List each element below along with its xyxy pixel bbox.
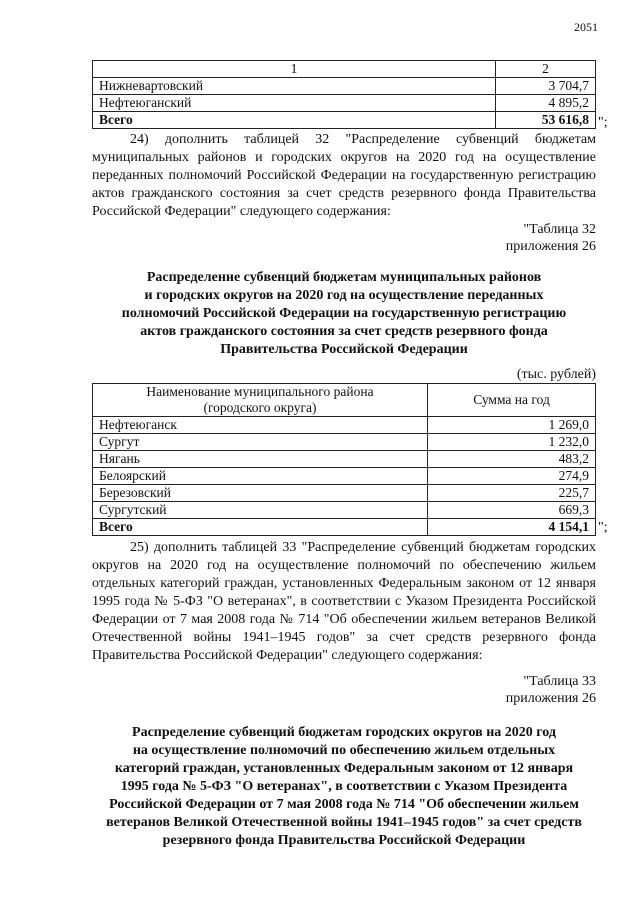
units-label: (тыс. рублей) <box>516 367 596 382</box>
table-label-line: "Таблица 32 <box>523 222 596 237</box>
table-closing-quote: "; <box>598 520 608 535</box>
table-1-block <box>92 60 608 130</box>
title-line: 1995 года № 5-ФЗ "О ветеранах", в соответствии с Указом Президента <box>120 779 568 794</box>
table-row <box>93 485 596 502</box>
title-line: Распределение субвенций бюджетам муниципальных районов <box>146 270 542 285</box>
paragraph-24: 24) дополнить таблицей 32 "Распределение субвенций бюджетам муниципальных районов и городских округов на 2020 год на осуществление переданных полномочий Российской Федерации на государственную регистрацию актов гражданского состояния за счет средств резервного фонда Правительства Российской Федерации" следующего содержания: <box>92 132 596 219</box>
title-line: полномочий Российской Федерации на государственную регистрацию <box>121 306 567 321</box>
title-line: резервного фонда Правительства Российской Федерации <box>162 833 526 848</box>
table-cell-value: 1 232,0 <box>428 434 596 451</box>
table-cell-value: 669,3 <box>428 502 596 519</box>
table-cell-name: Сургутский <box>93 502 428 519</box>
paragraph-25: 25) дополнить таблицей 33 "Распределение субвенций бюджетам городских округов на 2020 год на осуществление полномочий по обеспечению жильем отдельных категорий граждан, установленных Федеральным законом от 12 января 1995 года № 5-ФЗ "О ветеранах", в соответствии с Указом Президента Российской Федерации от 7 мая 2008 года № 714 "Об обеспечении жильем ветеранов Великой Отечественной войны 1941–1945 годов" за счет средств резервного фонда Правительства Российской Федерации" следующего содержания: <box>92 540 596 663</box>
paragraph-24-block <box>92 131 596 221</box>
table-cell-name: Нефтеюганский <box>93 95 496 112</box>
table-row <box>93 417 596 434</box>
table-header-cell: 1 <box>93 61 496 78</box>
table-33-title <box>80 724 608 850</box>
table-33-label <box>92 673 596 707</box>
table-row <box>93 434 596 451</box>
table-cell-name: Нижневартовский <box>93 78 496 95</box>
table-32-label <box>92 221 596 255</box>
table-cell-value: 4 154,1 <box>428 519 596 536</box>
table-cell-name: Нягань <box>93 451 428 468</box>
header-line: Наименование муниципального района <box>146 384 374 399</box>
table-cell-value: 4 895,2 <box>496 95 596 112</box>
table-total-row <box>93 519 596 536</box>
title-line: категорий граждан, установленных Федеральным законом от 12 января <box>114 761 574 776</box>
table-32-title <box>92 269 596 359</box>
table-32-block <box>92 383 608 536</box>
table-row <box>93 451 596 468</box>
table-label-line: приложения 26 <box>505 239 596 254</box>
table-32 <box>92 383 596 536</box>
paragraph-25-block <box>92 539 596 665</box>
title-line: ветеранов Великой Отечественной войны 1941–1945 годов" за счет средств <box>106 815 582 830</box>
table-cell-value: 1 269,0 <box>428 417 596 434</box>
table-cell-name: Сургут <box>93 434 428 451</box>
table-row <box>93 95 596 112</box>
title-line: Распределение субвенций бюджетам городских округов на 2020 год <box>132 725 556 740</box>
table-cell-value: 3 704,7 <box>496 78 596 95</box>
header-line: (городского округа) <box>203 400 317 415</box>
page-number: 2051 <box>574 20 598 34</box>
table-cell-value: 274,9 <box>428 468 596 485</box>
title-line: Правительства Российской Федерации <box>220 342 468 357</box>
table-label-line: "Таблица 33 <box>523 674 596 689</box>
table-cell-value: 225,7 <box>428 485 596 502</box>
title-line: Российской Федерации от 7 мая 2008 года № 714 "Об обеспечении жильем <box>109 797 579 812</box>
table-row <box>93 78 596 95</box>
table-row <box>93 502 596 519</box>
title-line: актов гражданского состояния за счет средств резервного фонда <box>140 324 548 339</box>
title-line: и городских округов на 2020 год на осуществление переданных <box>144 288 544 303</box>
table-closing-quote: "; <box>598 115 608 130</box>
table-header-cell: Сумма на год <box>428 384 596 417</box>
title-line: на осуществление полномочий по обеспечению жильем отдельных <box>132 743 556 758</box>
table-cell-name: Белоярский <box>93 468 428 485</box>
table-label-line: приложения 26 <box>505 691 596 706</box>
table-cell-name: Нефтеюганск <box>93 417 428 434</box>
table-header-row <box>93 384 596 417</box>
table-header-cell: 2 <box>496 61 596 78</box>
table-cell-value: 483,2 <box>428 451 596 468</box>
table-1 <box>92 60 596 129</box>
table-row <box>93 61 596 78</box>
table-total-row <box>93 112 596 129</box>
table-header-cell <box>93 384 428 417</box>
table-cell-name: Всего <box>93 519 428 536</box>
table-cell-value: 53 616,8 <box>496 112 596 129</box>
table-cell-name: Всего <box>93 112 496 129</box>
table-row <box>93 468 596 485</box>
table-cell-name: Березовский <box>93 485 428 502</box>
